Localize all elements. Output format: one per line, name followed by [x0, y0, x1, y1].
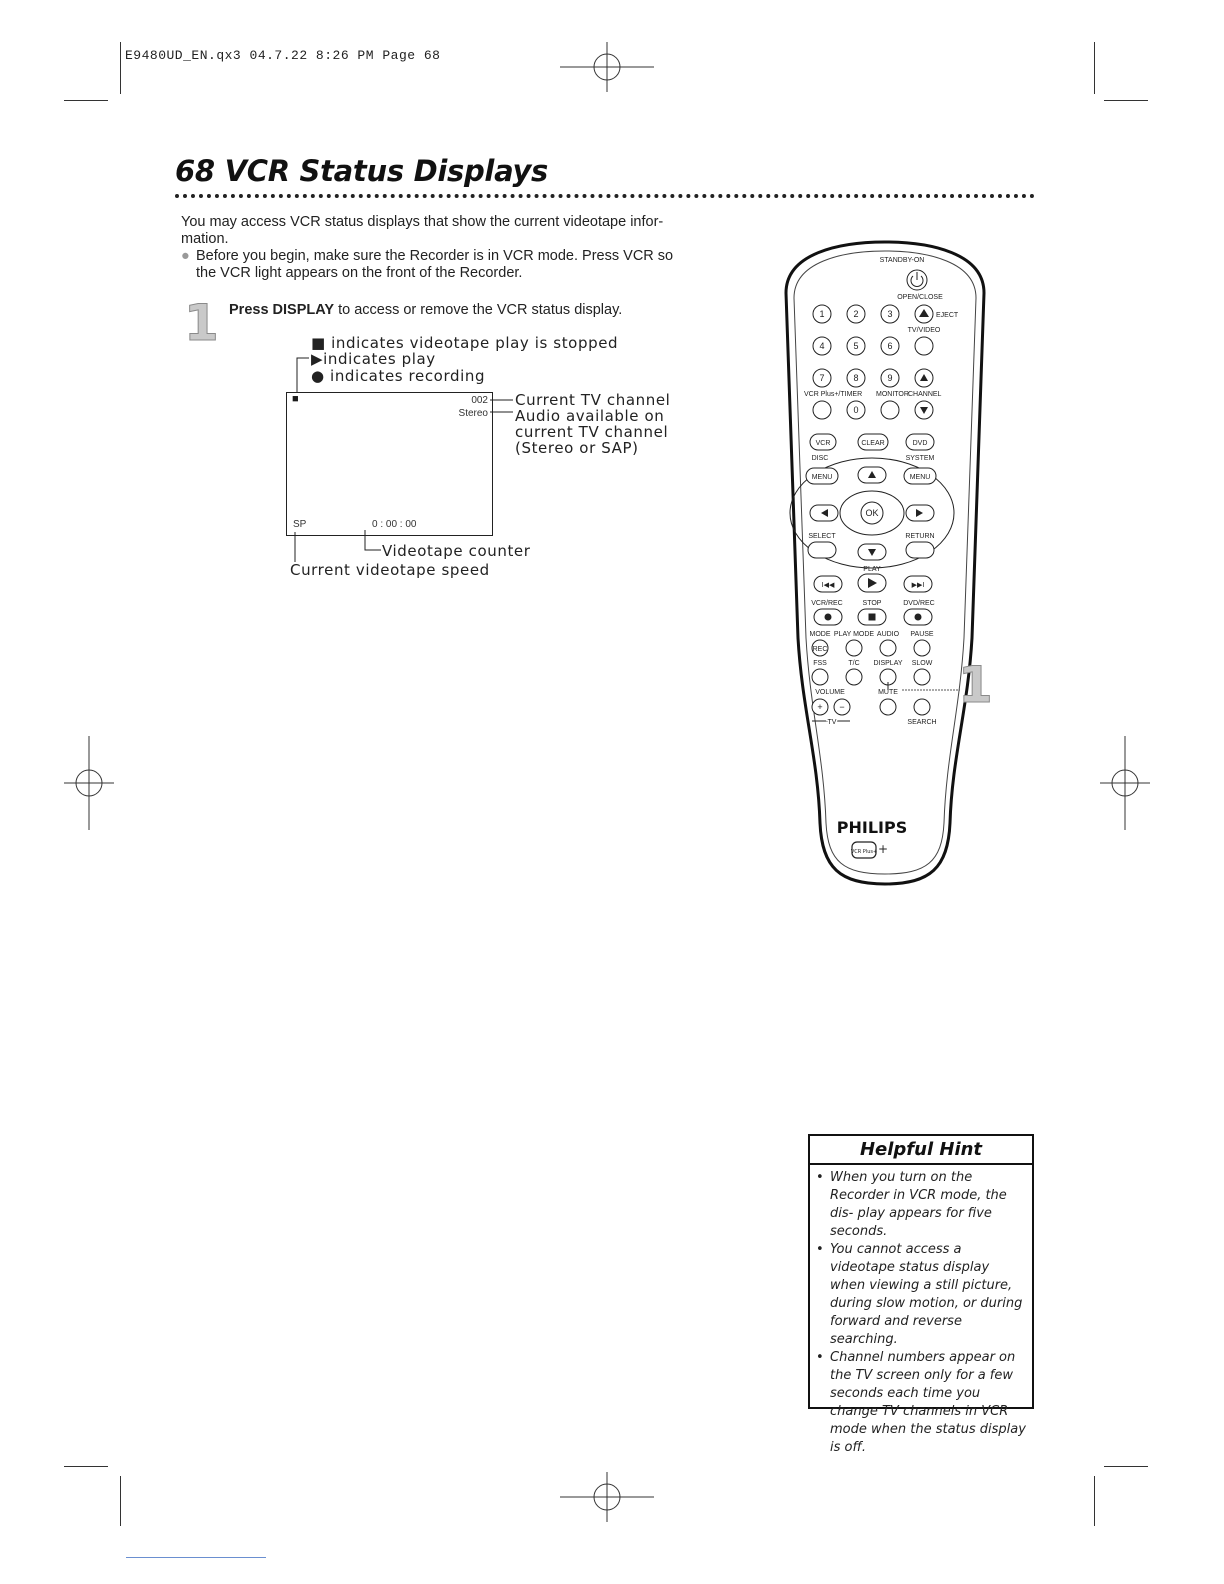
- button-3[interactable]: [881, 305, 899, 323]
- remote-label-mode: MODE: [809, 631, 831, 638]
- page-title-text: VCR Status Displays: [224, 154, 549, 188]
- svg-text:CLEAR: CLEAR: [861, 440, 885, 447]
- button-0[interactable]: [847, 401, 865, 419]
- helpful-hint-title: Helpful Hint: [810, 1136, 1032, 1165]
- search-button[interactable]: [914, 699, 930, 715]
- screen-speed: SP: [293, 519, 307, 530]
- audio-button[interactable]: [880, 640, 896, 656]
- hint-item-3: • Channel numbers appear on the TV screen only for a few seconds each time you change TV channels in VCR mode when the status display is off.: [810, 1349, 1026, 1457]
- svg-text:REC: REC: [812, 646, 828, 653]
- volume-down-button[interactable]: [834, 699, 850, 715]
- button-9[interactable]: [881, 369, 899, 387]
- dvd-button[interactable]: [906, 434, 934, 450]
- step-instruction: [229, 302, 689, 319]
- svg-text:2: 2: [853, 309, 859, 319]
- remote-label-audio: AUDIO: [876, 631, 900, 638]
- nav-right-button[interactable]: [906, 505, 934, 521]
- registration-mark-bottom: [560, 1472, 654, 1522]
- svg-text:VCR Plus+: VCR Plus+: [850, 849, 878, 855]
- svg-text:8: 8: [853, 373, 859, 383]
- intro-line-1: You may access VCR status displays that show the current videotape infor-: [181, 214, 664, 230]
- label-current-channel: Current TV channel: [515, 391, 671, 409]
- volume-up-button[interactable]: [812, 699, 828, 715]
- button-4[interactable]: [813, 337, 831, 355]
- screen-stop-icon: ■: [292, 393, 299, 405]
- select-button[interactable]: [808, 542, 836, 558]
- remote-label-mute: MUTE: [878, 689, 898, 696]
- svg-text:MENU: MENU: [811, 474, 833, 481]
- label-videotape-speed: Current videotape speed: [290, 561, 490, 579]
- svg-text:7: 7: [819, 373, 825, 383]
- registration-mark-right: [1100, 736, 1150, 830]
- remote-label-open-close: OPEN/CLOSE: [897, 294, 943, 301]
- svg-text:6: 6: [887, 341, 893, 351]
- fss-button[interactable]: [812, 669, 828, 685]
- remote-label-stop: STOP: [862, 600, 882, 607]
- stop-button[interactable]: [858, 609, 886, 625]
- svg-text:+: +: [877, 842, 889, 856]
- label-audio: [515, 408, 668, 456]
- clear-button[interactable]: [858, 434, 888, 450]
- remote-label-slow: SLOW: [911, 660, 933, 667]
- slow-button[interactable]: [914, 669, 930, 685]
- svg-text:−: −: [839, 702, 845, 712]
- svg-text:MENU: MENU: [909, 474, 931, 481]
- nav-left-button[interactable]: [810, 505, 838, 521]
- button-2[interactable]: [847, 305, 865, 323]
- return-button[interactable]: [906, 542, 934, 558]
- remote-label-display: DISPLAY: [873, 660, 903, 667]
- record-icon: [915, 614, 922, 621]
- remote-label-monitor: MONITOR: [876, 391, 909, 398]
- tc-button[interactable]: [846, 669, 862, 685]
- nav-up-button[interactable]: [858, 467, 886, 483]
- svg-text:3: 3: [887, 309, 893, 319]
- remote-label-play: PLAY: [863, 566, 881, 573]
- monitor-button[interactable]: [881, 401, 899, 419]
- previous-button[interactable]: [814, 576, 842, 592]
- dvd-record-button[interactable]: [904, 609, 932, 625]
- remote-brand: PHILIPS: [836, 818, 908, 837]
- intro-bullet-line-1: Before you begin, make sure the Recorder is in VCR mode. Press VCR so: [196, 248, 674, 264]
- screen-channel: 002: [471, 395, 488, 406]
- remote-step-marker: 1: [958, 656, 993, 714]
- step-instruction-text: to access or remove the VCR status display.: [334, 302, 623, 318]
- remote-label-vcr-rec: VCR/REC: [811, 600, 843, 607]
- page-title: [175, 154, 548, 188]
- pause-button[interactable]: [914, 640, 930, 656]
- remote-label-pause: PAUSE: [910, 631, 934, 638]
- remote-label-system: SYSTEM: [905, 455, 935, 462]
- remote-label-tv-video: TV/VIDEO: [907, 327, 941, 334]
- remote-label-standby: STANDBY-ON: [879, 257, 925, 264]
- record-icon: [825, 614, 832, 621]
- slug-line: E9480UD_EN.qx3 04.7.22 8:26 PM Page 68: [125, 48, 441, 63]
- button-1[interactable]: [813, 305, 831, 323]
- step-instruction-bold: Press DISPLAY: [229, 302, 335, 318]
- remote-label-eject: EJECT: [936, 312, 959, 319]
- remote-control: [780, 238, 990, 888]
- next-button[interactable]: [904, 576, 932, 592]
- svg-text:VCR: VCR: [815, 440, 831, 447]
- play-button[interactable]: [858, 574, 886, 592]
- play-mode-button[interactable]: [846, 640, 862, 656]
- rec-mode-button[interactable]: [812, 640, 828, 656]
- button-5[interactable]: [847, 337, 865, 355]
- remote-label-volume: VOLUME: [815, 689, 845, 696]
- button-6[interactable]: [881, 337, 899, 355]
- nav-down-button[interactable]: [858, 544, 886, 560]
- vcr-plus-logo: [851, 842, 888, 858]
- skip-back-icon: I◀◀: [821, 582, 835, 589]
- remote-label-return: RETURN: [905, 533, 935, 540]
- skip-forward-icon: ▶▶I: [911, 582, 925, 589]
- button-8[interactable]: [847, 369, 865, 387]
- disc-menu-button[interactable]: [806, 468, 838, 484]
- remote-label-select: SELECT: [808, 533, 836, 540]
- label-videotape-counter: Videotape counter: [382, 542, 531, 560]
- remote-label-play-mode: PLAY MODE: [833, 631, 875, 638]
- screen-audio: Stereo: [458, 408, 488, 419]
- channel-up-button[interactable]: [915, 369, 933, 387]
- title-divider: [175, 194, 1035, 198]
- legend-play: ▶indicates play: [311, 350, 436, 368]
- helpful-hint-box: [808, 1134, 1034, 1455]
- step-number: 1: [184, 294, 219, 352]
- channel-down-button[interactable]: [915, 401, 933, 419]
- label-audio-line-2: current TV channel: [515, 423, 669, 441]
- bullet-dot-icon: ●: [181, 248, 190, 264]
- remote-label-channel: CHANNEL: [908, 391, 942, 398]
- remote-label-search: SEARCH: [907, 719, 937, 726]
- intro-bullet: [181, 248, 701, 282]
- button-7[interactable]: [813, 369, 831, 387]
- tv-video-button[interactable]: [915, 337, 933, 355]
- svg-text:9: 9: [887, 373, 893, 383]
- svg-text:DVD: DVD: [912, 440, 928, 447]
- intro-bullet-line-2: the VCR light appears on the front of the Recorder.: [196, 265, 523, 281]
- legend-record: ● indicates recording: [311, 367, 486, 385]
- ok-button[interactable]: [861, 502, 883, 524]
- svg-text:5: 5: [853, 341, 859, 351]
- remote-label-tc: T/C: [848, 660, 860, 667]
- svg-text:1: 1: [819, 309, 825, 319]
- system-menu-button[interactable]: [904, 468, 936, 484]
- vcr-button[interactable]: [810, 434, 836, 450]
- remote-label-tv: TV: [827, 719, 837, 726]
- legend-stop: ■ indicates videotape play is stopped: [311, 334, 619, 352]
- registration-mark-top: [560, 42, 654, 92]
- label-audio-line-3: (Stereo or SAP): [515, 439, 639, 457]
- registration-mark-left: [64, 736, 114, 830]
- helpful-hint-list: [810, 1165, 1032, 1457]
- remote-label-dvd-rec: DVD/REC: [903, 600, 935, 607]
- remote-label-fss: FSS: [813, 660, 827, 667]
- intro-line-2: mation.: [181, 231, 229, 247]
- stop-icon: [869, 614, 876, 621]
- svg-text:4: 4: [819, 341, 825, 351]
- label-audio-line-1: Audio available on: [515, 407, 665, 425]
- page-number: 68: [175, 154, 215, 188]
- vcr-record-button[interactable]: [814, 609, 842, 625]
- svg-text:OK: OK: [865, 508, 879, 518]
- remote-label-disc: DISC: [811, 455, 829, 462]
- svg-text:0: 0: [853, 405, 859, 415]
- hint-item-1: • When you turn on the Recorder in VCR mode, the dis- play appears for five seconds.: [810, 1169, 1026, 1241]
- svg-text:+: +: [817, 702, 823, 712]
- vcr-plus-timer-button[interactable]: [813, 401, 831, 419]
- tv-status-screen: [286, 392, 493, 536]
- remote-label-vcr-plus-timer: VCR Plus+/TIMER: [804, 391, 863, 398]
- mute-button[interactable]: [880, 699, 896, 715]
- eject-button[interactable]: [915, 305, 933, 323]
- standby-button[interactable]: [907, 270, 927, 290]
- intro-text: [181, 214, 701, 282]
- screen-counter: 0 : 00 : 00: [372, 519, 417, 530]
- hint-item-2: • You cannot access a videotape status display when viewing a still picture, during slow motion, or during forward and reverse searching.: [810, 1241, 1026, 1349]
